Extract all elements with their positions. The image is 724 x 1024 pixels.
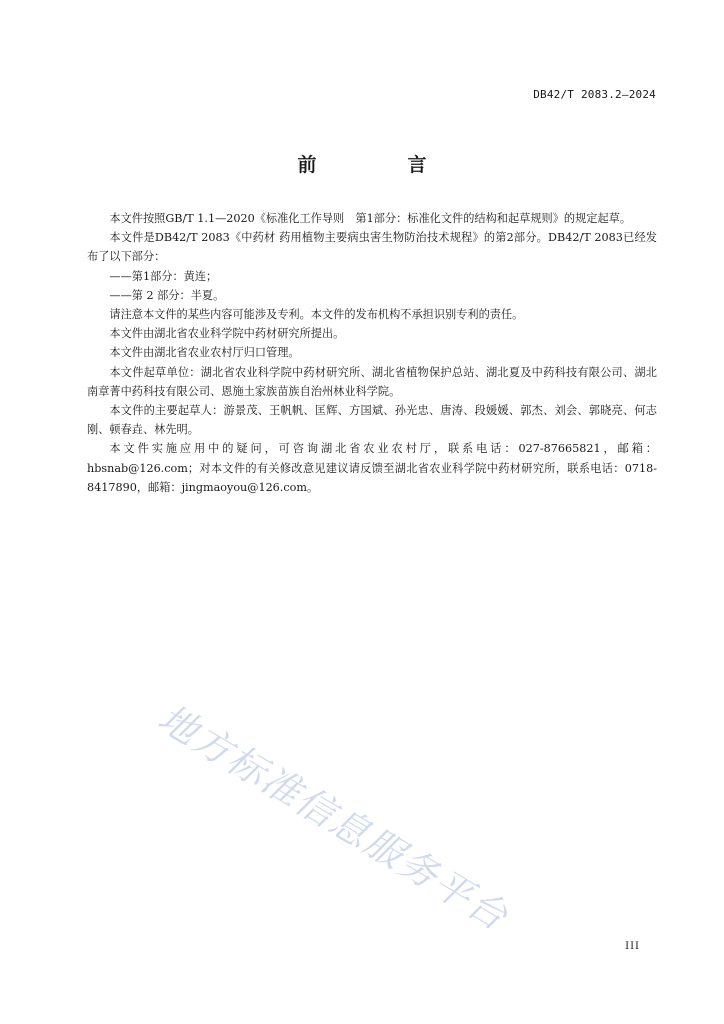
paragraph-administration: 本文件由湖北省农业农村厅归口管理。: [109, 346, 300, 360]
paragraph-patent-notice: 请注意本文件的某些内容可能涉及专利。本文件的发布机构不承担识别专利的责任。: [109, 308, 524, 322]
list-item-part-2: ——第 2 部分：半夏。: [109, 288, 225, 302]
paragraph-drafters: 本文件的主要起草人：游景茂、王帆帆、匡辉、方国斌、孙光忠、唐涛、段媛媛、郭杰、刘会、郭晓亮、何志刚、顿春垚、林先明。: [87, 404, 657, 437]
paragraph-proposer: 本文件由湖北省农业科学院中药材研究所提出。: [109, 327, 345, 341]
paragraph-contact: 本文件实施应用中的疑问，可咨询湖北省农业农村厅，联系电话：027-87665821，邮箱：hbsnab@126.com；对本文件的有关修改意见建议请反馈至湖北省农业科学院中药材研究所，联系电话：0718-8417890，邮箱：jingmaoyou@126.com。: [87, 442, 657, 494]
paragraph-drafting-rules: 本文件按照GB/T 1.1—2020《标准化工作导则 第1部分：标准化文件的结构和起草规则》的规定起草。: [109, 212, 632, 225]
list-item-part-1: ——第1部分：黄连；: [109, 269, 218, 283]
page-number: III: [625, 941, 640, 952]
watermark: 地方标准信息服务平台: [150, 695, 517, 940]
page-title: 前 言: [297, 154, 463, 176]
document-code: DB42/T 2083.2—2024: [533, 88, 656, 101]
paragraph-drafting-units: 本文件起草单位：湖北省农业科学院中药材研究所、湖北省植物保护总站、湖北夏及中药科技有限公司、湖北南章菁中药科技有限公司、恩施土家族苗族自治州林业科学院。: [87, 365, 657, 398]
paragraph-series-parts: 本文件是DB42/T 2083《中药材 药用植物主要病虫害生物防治技术规程》的第2部分。DB42/T 2083已经发布了以下部分：: [87, 231, 657, 264]
document-body: [87, 209, 657, 497]
